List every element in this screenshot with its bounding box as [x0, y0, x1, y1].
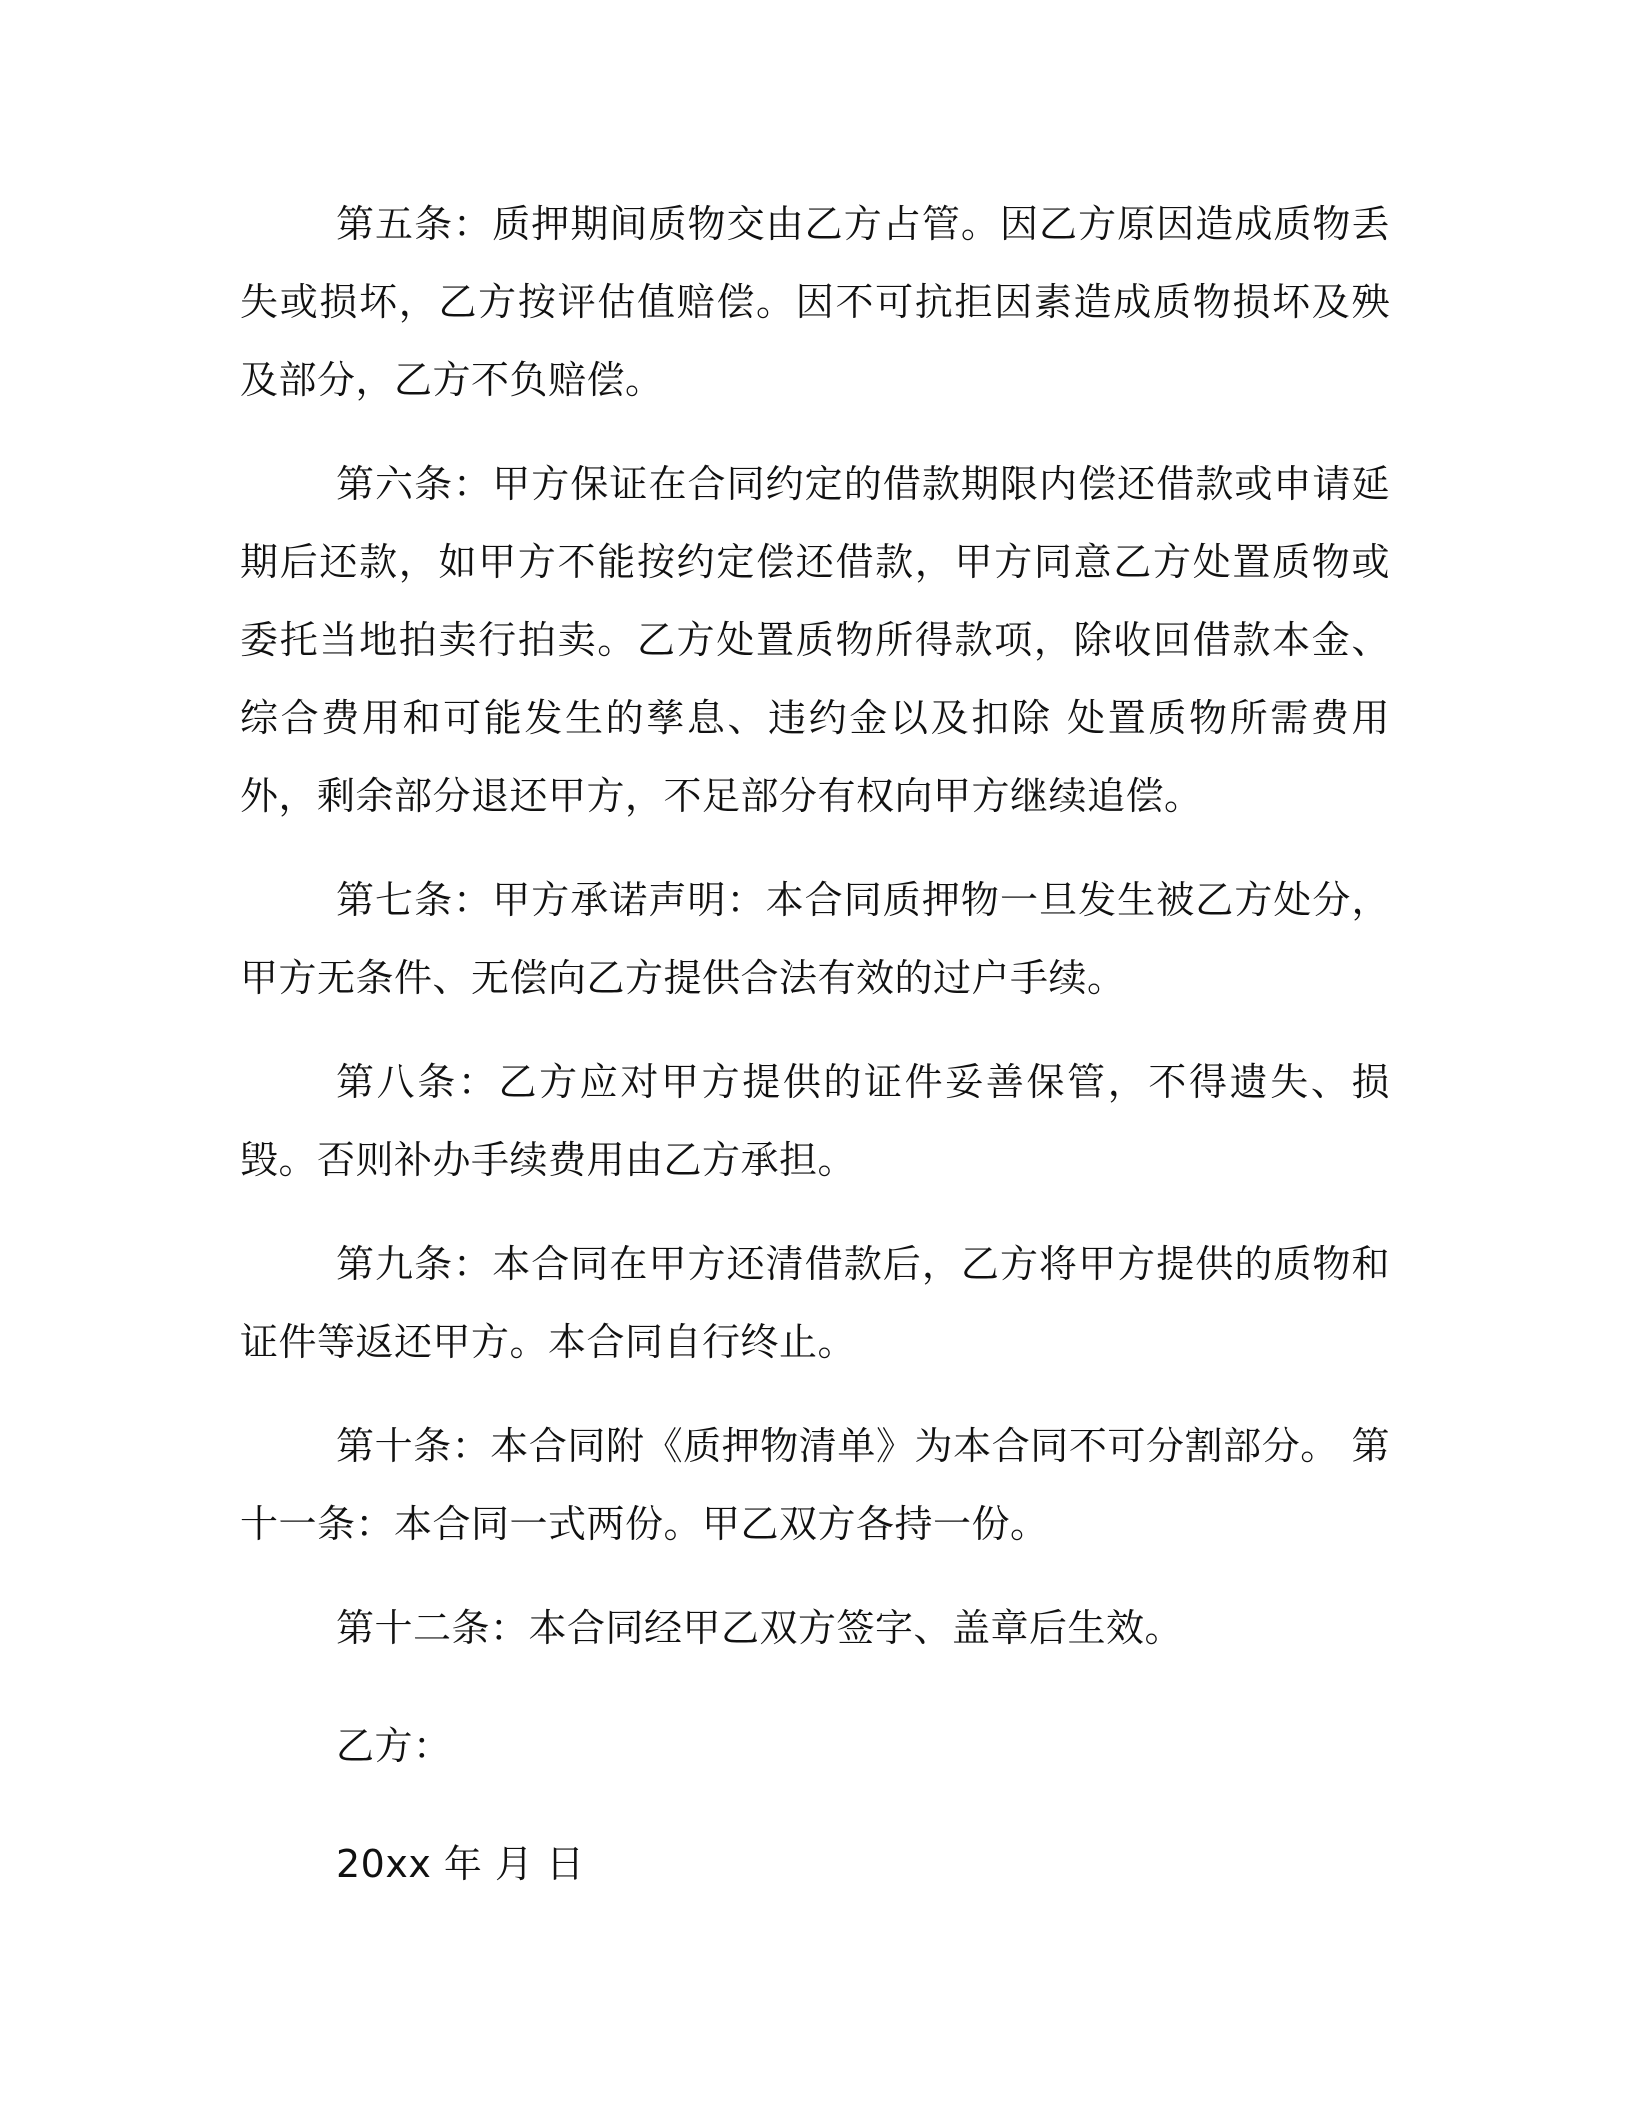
clause-8: 第八条：乙方应对甲方提供的证件妥善保管，不得遗失、损毁。否则补办手续费用由乙方承担。	[240, 1060, 1390, 1182]
clause-5: 第五条：质押期间质物交由乙方占管。因乙方原因造成质物丢失或损坏，乙方按评估值赔偿。因不可抗拒因素造成质物损坏及殃及部分，乙方不负赔偿。	[240, 202, 1390, 402]
clause-9: 第九条：本合同在甲方还清借款后，乙方将甲方提供的质物和证件等返还甲方。本合同自行终止。	[240, 1242, 1390, 1364]
signature-date: 20xx 年 月 日	[336, 1842, 585, 1886]
document-body	[240, 185, 1390, 1943]
clause-10-11: 第十条：本合同附《质押物清单》为本合同不可分割部分。 第十一条：本合同一式两份。甲乙双方各持一份。	[240, 1424, 1390, 1546]
clause-7: 第七条：甲方承诺声明：本合同质押物一旦发生被乙方处分，甲方无条件、无偿向乙方提供合法有效的过户手续。	[240, 878, 1390, 1000]
party-b-signature-label: 乙方：	[336, 1724, 452, 1768]
clause-6: 第六条：甲方保证在合同约定的借款期限内偿还借款或申请延期后还款，如甲方不能按约定偿还借款，甲方同意乙方处置质物或委托当地拍卖行拍卖。乙方处置质物所得款项，除收回借款本金、综合费用和可能发生的孳息、违约金以及扣除 处置质物所需费用外，剩余部分退还甲方，不足部分有权向甲方继续追偿。	[240, 462, 1390, 818]
clause-12: 第十二条：本合同经甲乙双方签字、盖章后生效。	[336, 1606, 1184, 1650]
